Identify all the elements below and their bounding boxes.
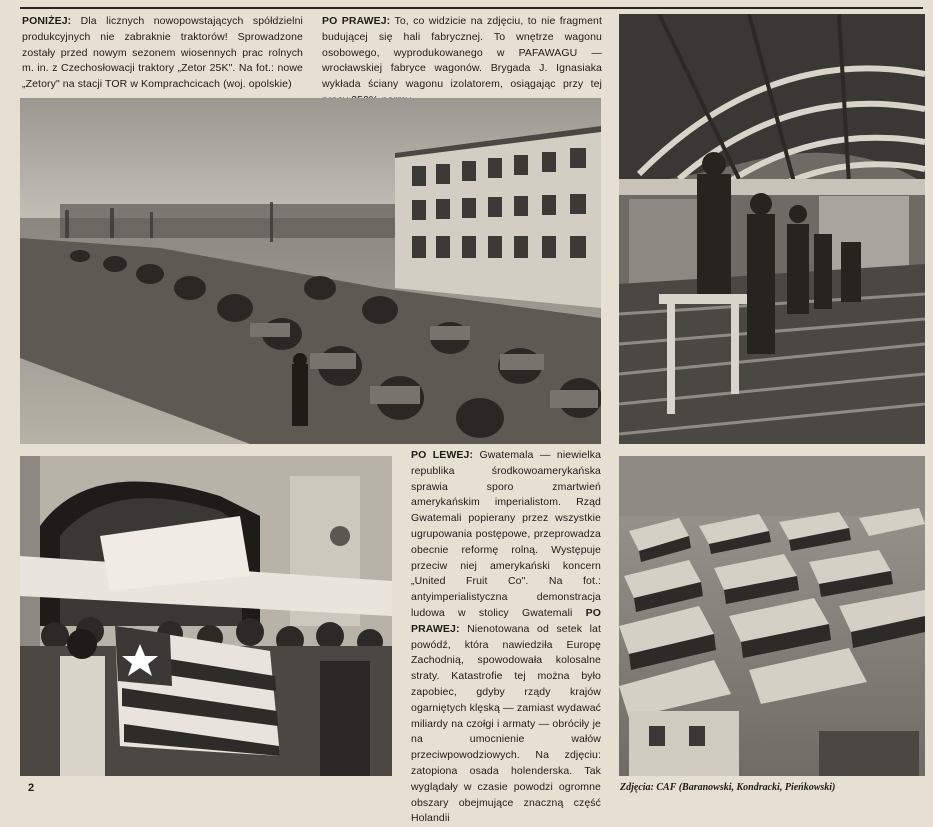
- caption-tractors: [22, 14, 303, 93]
- caption-guatemala: [411, 448, 601, 827]
- photo-guatemala-demonstration: [20, 456, 392, 776]
- photo-wagon-interior: [619, 14, 925, 444]
- caption-text: Gwatemala — niewielka republika środkowoamerykańska sprawia sporo zmartwień amerykańskim imperialistom. Rząd Gwatemali popierany przez wszystkie ugrupowania postępowe, przeprowadza obecnie reformę rolną. Występuje przeciw niej amerykański koncern „United Fruit Co". Na fot.: antyimperialistyczna demonstracja ludowa w stolicy Gwatemali: [411, 449, 602, 619]
- caption-text: Dla licznych nowopowstających spółdzielni produkcyjnych nie zabraknie traktorów! Sprowadzone zostały przed nowym sezonem wiosennych prac rolnych m. in. z Czechosłowacji traktory „Zetor 25K". Na fot.: nowe „Zetory" na stacji TOR w Komprachcicach (woj. opolskie): [22, 15, 303, 91]
- caption-text: Nienotowana od setek lat powódź, która nawiedziła Europę Zachodnią, spowodowała kolosalne straty. Katastrofie tej można było zapobiec, gdyby rządy krajów ogarniętych klęską — zamiast wydawać miliardy na czołgi i armaty — obróciły je na umocnienie wałów przeciwpowodziowych. Na zdjęciu: zatopiona osada holenderska. Tak wyglądały w czasie powodzi ogromne obszary obejmujące znaczną część Holandii: [411, 622, 601, 825]
- caption-label: PONIŻEJ:: [22, 15, 72, 27]
- caption-wagon: [322, 14, 602, 109]
- caption-text: To, co widzicie na zdjęciu, to nie fragment budującej się hali fabrycznej. To wnętrze wagonu osobowego, wyprodukowanego w PAFAWAGU — wrocławskiej fabryce wagonów. Brygada J. Ignasiaka wykłada ściany wagonu izolatorem, osiągając przy tej: [322, 15, 602, 91]
- photo-flooded-village: [619, 456, 925, 776]
- page-number: 2: [28, 782, 35, 794]
- photo-credits: Zdjęcia: CAF (Baranowski, Kondracki, Pieńkowski): [620, 782, 836, 793]
- caption-label: PO LEWEJ:: [411, 449, 474, 461]
- top-rule: [20, 7, 923, 9]
- caption-label: PO PRAWEJ:: [322, 15, 391, 27]
- photo-tractors: [20, 98, 601, 444]
- caption-label: PO PRAWEJ:: [411, 606, 601, 635]
